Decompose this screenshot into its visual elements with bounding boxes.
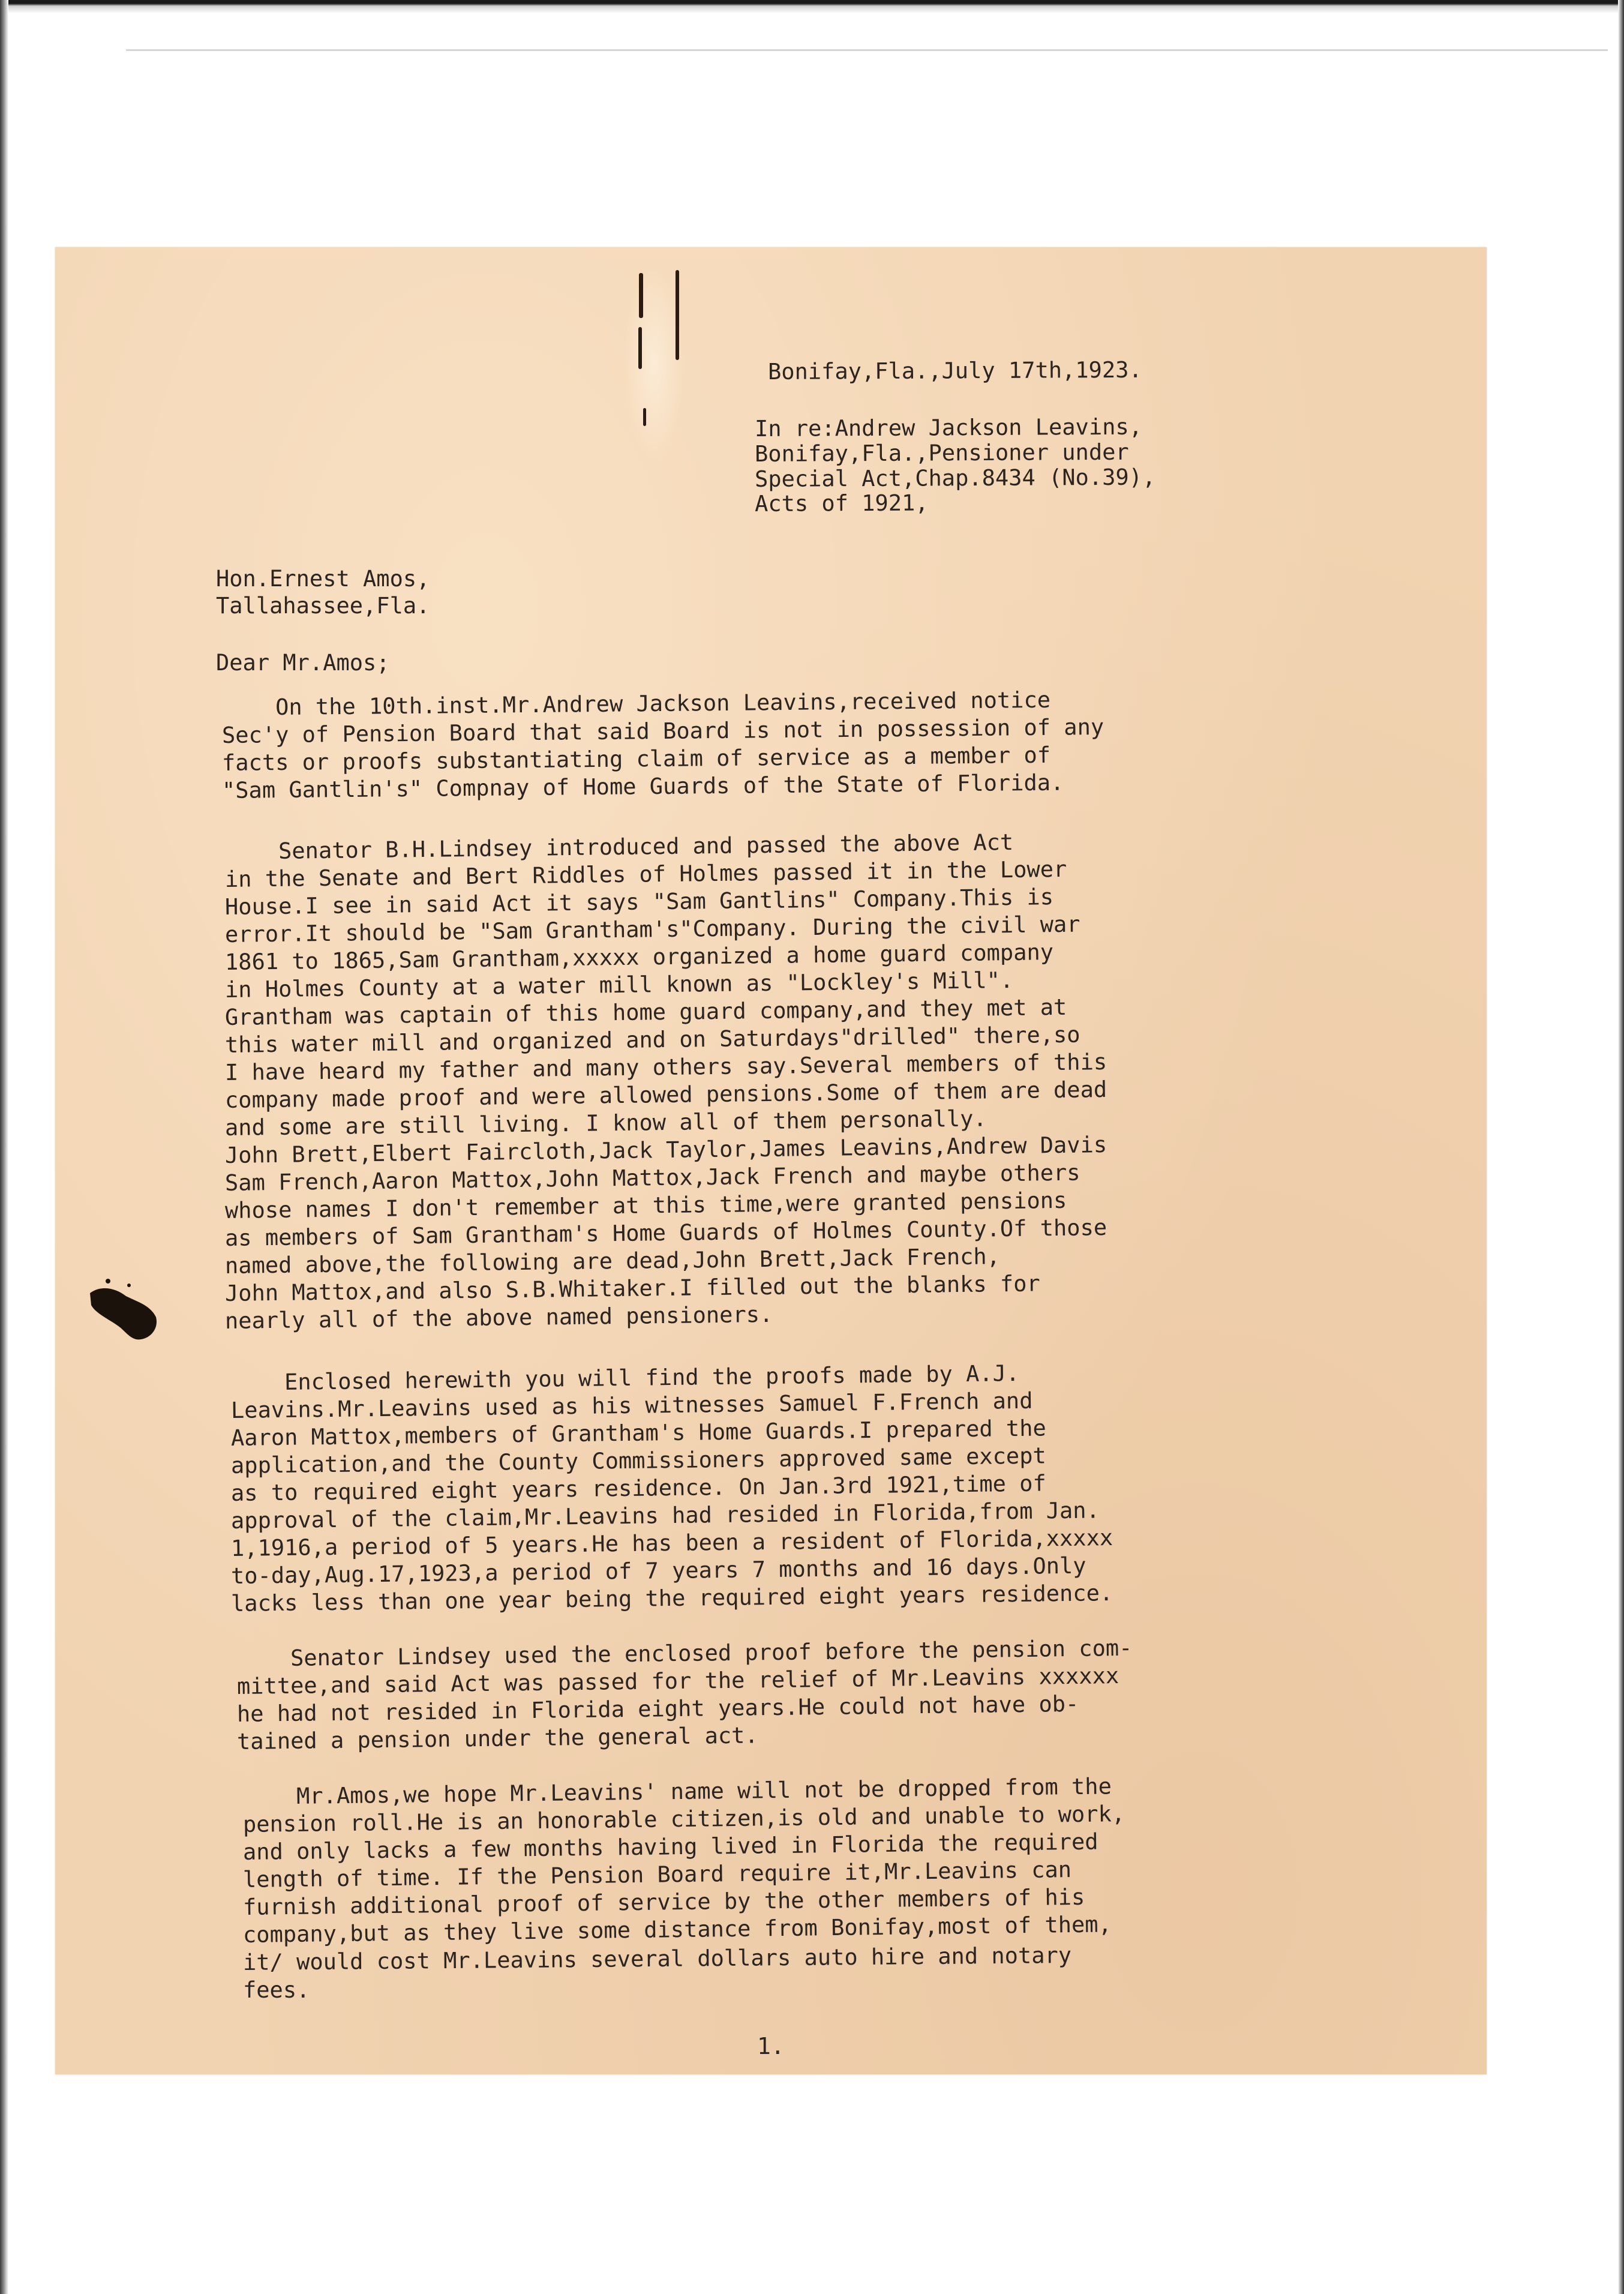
staple-mark [639,273,643,318]
paragraph-2-line: named above,the following are dead,John Brett,Jack French, [224,1243,1001,1279]
paragraph-3-line: Enclosed herewith you will find the proofs made by A.J. [230,1360,1020,1396]
paragraph-1-line: On the 10th.inst.Mr.Andrew Jackson Leavins,received notice [221,686,1051,721]
paragraph-4-line: tained a pension under the general act. [236,1722,758,1755]
paragraph-3-line: approval of the claim,Mr.Leavins had resided in Florida,from Jan. [230,1497,1100,1534]
paragraph-5-line: fees. [243,1977,310,2003]
paragraph-2-line: I have heard my father and many others say.Several members of this [224,1049,1107,1085]
paragraph-2-line: error.It should be "Sam Grantham's"Company. During the civil war [224,911,1080,947]
page-number: 1. [757,2033,785,2059]
letter-date: Bonifay,Fla.,July 17th,1923. [767,356,1142,385]
paragraph-5-line: Mr.Amos,we hope Mr.Leavins' name will not be dropped from the [242,1773,1112,1810]
paragraph-2-line: whose names I don't remember at this time,were granted pensions [224,1187,1067,1224]
paragraph-2-line: 1861 to 1865,Sam Grantham,xxxxx organized a home guard company [224,939,1054,975]
paragraph-5-line: it/ would cost Mr.Leavins several dollars auto hire and notary [242,1942,1072,1975]
scan-right-edge [1618,0,1624,2294]
paragraph-3-line: 1,1916,a period of 5 years.He has been a resident of Florida,xxxxx [230,1525,1113,1561]
ink-blot [84,1272,162,1344]
addressee-line: Tallahassee,Fla. [216,593,430,619]
paragraph-2-line: in Holmes County at a water mill known as "Lockley's Mill". [224,967,1014,1003]
addressee-line: Hon.Ernest Amos, [216,566,430,592]
paragraph-2-line: and some are still living. I know all of them personally. [224,1105,987,1141]
paragraph-5-line: furnish additional proof of service by the other members of his [242,1884,1085,1920]
paragraph-2-line: as members of Sam Grantham's Home Guards of Holmes County.Of those [224,1215,1107,1251]
paragraph-1-line: Sec'y of Pension Board that said Board is not in possession of any [221,713,1104,748]
paragraph-2-line: House.I see in said Act it says "Sam Gantlins" Company.This is [224,884,1054,920]
in-re-line: Special Act,Chap.8434 (No.39), [754,464,1156,492]
scan-top-shadow [0,0,1624,13]
paragraph-2-line: nearly all of the above named pensioners. [224,1301,773,1334]
in-re-line: Acts of 1921, [754,490,929,517]
staple-mark [638,327,642,369]
paragraph-5-line: company,but as they live some distance from Bonifay,most of them, [242,1911,1112,1948]
staple-mark [676,270,679,360]
paragraph-4-line: Senator Lindsey used the enclosed proof before the pension com- [236,1635,1133,1672]
paragraph-4-line: mittee,and said Act was passed for the relief of Mr.Leavins xxxxxx [236,1663,1119,1699]
paragraph-1-line: "Sam Gantlin's" Compnay of Home Guards of the State of Florida. [221,769,1064,803]
paragraph-2-line: this water mill and organized and on Saturdays"drilled" there,so [224,1021,1080,1058]
paragraph-2-line: Senator B.H.Lindsey introduced and passed the above Act [224,829,1014,865]
paragraph-4-line: he had not resided in Florida eight years.He could not have ob- [236,1690,1079,1727]
paragraph-3-line: as to required eight years residence. On Jan.3rd 1921,time of [230,1470,1046,1506]
paragraph-3-line: to-day,Aug.17,1923,a period of 7 years 7 months and 16 days.Only [230,1552,1086,1589]
paragraph-2-line: company made proof and were allowed pensions.Some of them are dead [224,1076,1107,1113]
in-re-line: In re:Andrew Jackson Leavins, [754,413,1143,442]
paragraph-2-line: John Mattox,and also S.B.Whitaker.I filled out the blanks for [224,1270,1040,1306]
paragraph-2-line: Grantham was captain of this home guard company,and they met at [224,994,1067,1030]
paragraph-3-line: lacks less than one year being the required eight years residence. [230,1580,1113,1617]
scan-left-edge [0,0,8,2294]
background-sheet-edge [126,49,1608,51]
paragraph-3-line: application,and the County Commissioners approved same except [230,1443,1046,1479]
in-re-line: Bonifay,Fla.,Pensioner under [754,439,1129,467]
staple-fold-mark [624,264,684,462]
paragraph-3-line: Leavins.Mr.Leavins used as his witnesses Samuel F.French and [230,1387,1033,1423]
staple-mark [643,408,646,426]
paragraph-5-line: and only lacks a few months having lived in Florida the required [242,1828,1098,1865]
paragraph-2-line: in the Senate and Bert Riddles of Holmes passed it in the Lower [224,856,1067,892]
paragraph-2-line: Sam French,Aaron Mattox,John Mattox,Jack French and maybe others [224,1159,1080,1196]
paragraph-1-line: facts or proofs substantiating claim of service as a member of [221,742,1051,776]
paragraph-2-line: John Brett,Elbert Faircloth,Jack Taylor,James Leavins,Andrew Davis [224,1132,1107,1168]
paragraph-5-line: pension roll.He is an honorable citizen,is old and unable to work, [242,1801,1125,1837]
salutation: Dear Mr.Amos; [216,650,390,676]
paragraph-3-line: Aaron Mattox,members of Grantham's Home Guards.I prepared the [230,1415,1046,1451]
paragraph-5-line: length of time. If the Pension Board require it,Mr.Leavins can [242,1857,1072,1893]
